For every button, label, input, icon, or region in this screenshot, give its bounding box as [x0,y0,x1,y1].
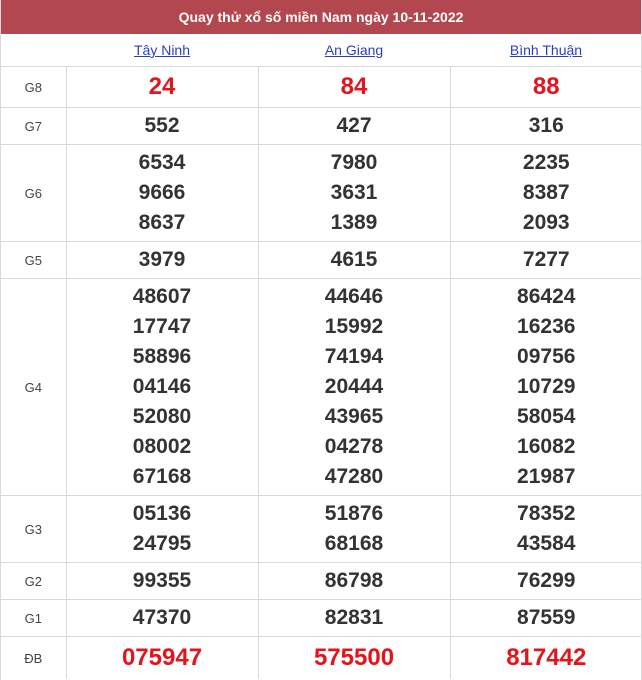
prize-number: 09756 [517,345,576,368]
prize-number: 76299 [517,569,576,592]
prize-cell [66,637,258,680]
prize-cell [258,563,450,600]
prize-cell [258,242,450,279]
prize-cell [450,637,642,680]
prize-cell [66,563,258,600]
prize-label: G7 [1,108,66,145]
prize-number: 58054 [517,405,576,428]
prize-cell [450,279,642,496]
prize-cell [258,496,450,563]
prize-cell [66,145,258,242]
prize-number: 47370 [132,606,192,629]
prize-number: 2093 [522,211,570,234]
prize-number: 74194 [324,345,384,368]
prize-number: 7980 [330,151,378,174]
prize-label: G6 [1,145,66,242]
prize-number: 817442 [506,644,587,671]
prize-label: G2 [1,563,66,600]
prize-label: G4 [1,279,66,496]
prize-cell [66,279,258,496]
prize-number: 16082 [517,435,576,458]
prize-rows [1,67,642,680]
prize-label: G3 [1,496,66,563]
prize-number: 05136 [132,502,192,525]
prize-row-g7 [1,108,642,145]
prize-label: G1 [1,600,66,637]
prize-number: 552 [144,114,180,137]
prize-cell [450,145,642,242]
prize-number: 316 [528,114,564,137]
corner-cell [1,34,66,67]
prize-number: 24795 [132,532,192,555]
prize-cell [66,67,258,108]
prize-number: 86424 [517,285,576,308]
prize-number: 43584 [517,532,576,555]
prize-number: 15992 [324,315,384,338]
prize-cell [450,600,642,637]
prize-cell [258,600,450,637]
prize-label: ĐB [1,637,66,680]
province-link[interactable]: An Giang [324,42,384,58]
prize-label: G8 [1,67,66,108]
prize-number: 3979 [138,248,186,271]
prize-number: 48607 [132,285,192,308]
prize-cell [258,145,450,242]
prize-cell [450,67,642,108]
prize-number: 7277 [522,248,570,271]
prize-number: 47280 [324,465,384,488]
prize-cell [66,242,258,279]
prize-number: 1389 [330,211,378,234]
prize-number: 68168 [324,532,384,555]
province-header [258,34,450,67]
prize-number: 2235 [522,151,570,174]
prize-number: 99355 [132,569,192,592]
prize-number: 67168 [132,465,192,488]
prize-number: 6534 [138,151,186,174]
prize-number: 58896 [132,345,192,368]
prize-number: 52080 [132,405,192,428]
prize-number: 20444 [324,375,384,398]
prize-number: 86798 [324,569,384,592]
province-header [66,34,258,67]
province-header-row [1,34,642,67]
prize-number: 08002 [132,435,192,458]
prize-row-g4 [1,279,642,496]
prize-number: 4615 [330,248,378,271]
prize-row-db [1,637,642,680]
prize-number: 78352 [517,502,576,525]
province-link[interactable]: Bình Thuận [509,42,583,58]
prize-cell [450,496,642,563]
prize-number: 9666 [138,181,186,204]
prize-cell [258,637,450,680]
prize-number: 8637 [138,211,186,234]
prize-row-g3 [1,496,642,563]
prize-number: 88 [532,73,560,100]
prize-row-g5 [1,242,642,279]
prize-number: 51876 [324,502,384,525]
prize-cell [450,242,642,279]
results-table [1,34,642,679]
prize-number: 44646 [324,285,384,308]
prize-row-g8 [1,67,642,108]
prize-cell [66,600,258,637]
prize-number: 84 [340,73,368,100]
prize-number: 8387 [522,181,570,204]
prize-number: 24 [148,73,176,100]
prize-number: 82831 [324,606,384,629]
prize-number: 17747 [132,315,192,338]
province-link[interactable]: Tây Ninh [133,42,191,58]
prize-number: 3631 [330,181,378,204]
prize-row-g2 [1,563,642,600]
prize-number: 575500 [313,644,395,671]
prize-cell [450,563,642,600]
prize-number: 16236 [517,315,576,338]
prize-cell [66,496,258,563]
prize-row-g6 [1,145,642,242]
page-title: Quay thử xổ số miền Nam ngày 10-11-2022 [1,0,641,34]
prize-number: 10729 [517,375,576,398]
prize-cell [258,108,450,145]
prize-label: G5 [1,242,66,279]
prize-number: 427 [336,114,372,137]
prize-cell [258,279,450,496]
prize-number: 21987 [517,465,576,488]
prize-number: 04278 [324,435,384,458]
prize-number: 87559 [517,606,576,629]
prize-row-g1 [1,600,642,637]
prize-cell [450,108,642,145]
prize-number: 075947 [121,644,203,671]
province-header [450,34,642,67]
prize-cell [258,67,450,108]
prize-cell [66,108,258,145]
prize-number: 43965 [324,405,384,428]
prize-number: 04146 [132,375,192,398]
